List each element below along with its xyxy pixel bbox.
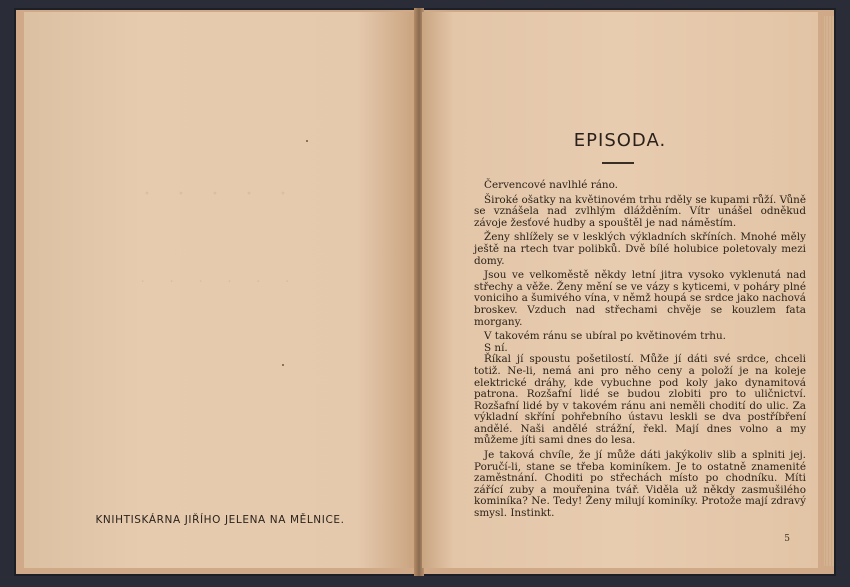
body-text (474, 180, 806, 523)
right-page (422, 12, 818, 568)
page-number: 5 (784, 534, 790, 544)
show-through-text: · · · · · · (140, 274, 300, 290)
show-through-text: · · · · · (143, 182, 297, 207)
chapter-title: EPISODA. (573, 130, 667, 151)
page-edge (824, 16, 834, 566)
paragraph: Je taková chvíle, že jí může dáti jakýkoliv slib a splniti jej. Poručí-li, stane se třeba kominíkem. Je to ostatně znamenité zaměstnání. Choditi po střechách místo po chodníku. Míti zářící zuby a mouřenina tvář. Viděla už někdy zasmušilého kominíka? Ne. Tedy! Ženy milují kominíky. Protože mají zdravý smysl. Instinkt. (474, 449, 806, 520)
paper-speck (282, 364, 284, 366)
left-page (24, 12, 416, 568)
paragraph: S ní. (484, 341, 508, 354)
paragraph: Ženy shlížely se v lesklých výkladních skříních. Mnohé měly ještě na rtech tvar polibků. Dvě bílé holubice poletovaly mezi domy. (474, 231, 806, 267)
paragraph: Červencové navlhlé ráno. (484, 179, 618, 191)
paragraph: Říkal jí spoustu pošetilostí. Může jí dáti své srdce, chceli totiž. Ne-li, nemá ani pro něho ceny a položí je na koleje elektrické dráhy, kde vybuchne pod koly jako dynamitová patrona. Rozšafní lidé se budou zlobiti pro to uličnictví. Rozšafní lidé by v takovém ránu ani neměli chodití do ulic. Za výkladní skříní pohřebního ústavu leskli se dva postříbření andělé. Naši andělé strážní, řekl. Mají dnes volno a my můžeme jíti sami dnes do lesa. (474, 353, 806, 447)
paragraph: Široké ošatky na květinovém trhu rděly se kupami růží. Vůně se vznášela nad zvlhlým dlážděním. Vítr unášel odněkud závoje žesťové hudby a spouštěl je nad náměstím. (474, 193, 806, 229)
title-rule (602, 162, 634, 164)
printer-imprint: KNIHTISKÁRNA JIŘÍHO JELENA NA MĚLNICE. (95, 514, 345, 526)
paper-speck (306, 140, 308, 142)
paragraph: Jsou ve velkoměstě někdy letní jitra vysoko vyklenutá nad střechy a věže. Ženy mění se ve vázy s kyticemi, v poháry plné voniciho a šumivého vína, v němž houpá se srdce jako nachová broskev. Vzduch nad střechami chvěje se kouzlem fata morgany. (474, 269, 806, 328)
paragraph: V takovém ránu se ubíral po květinovém trhu. (484, 330, 726, 343)
open-book (14, 8, 836, 576)
